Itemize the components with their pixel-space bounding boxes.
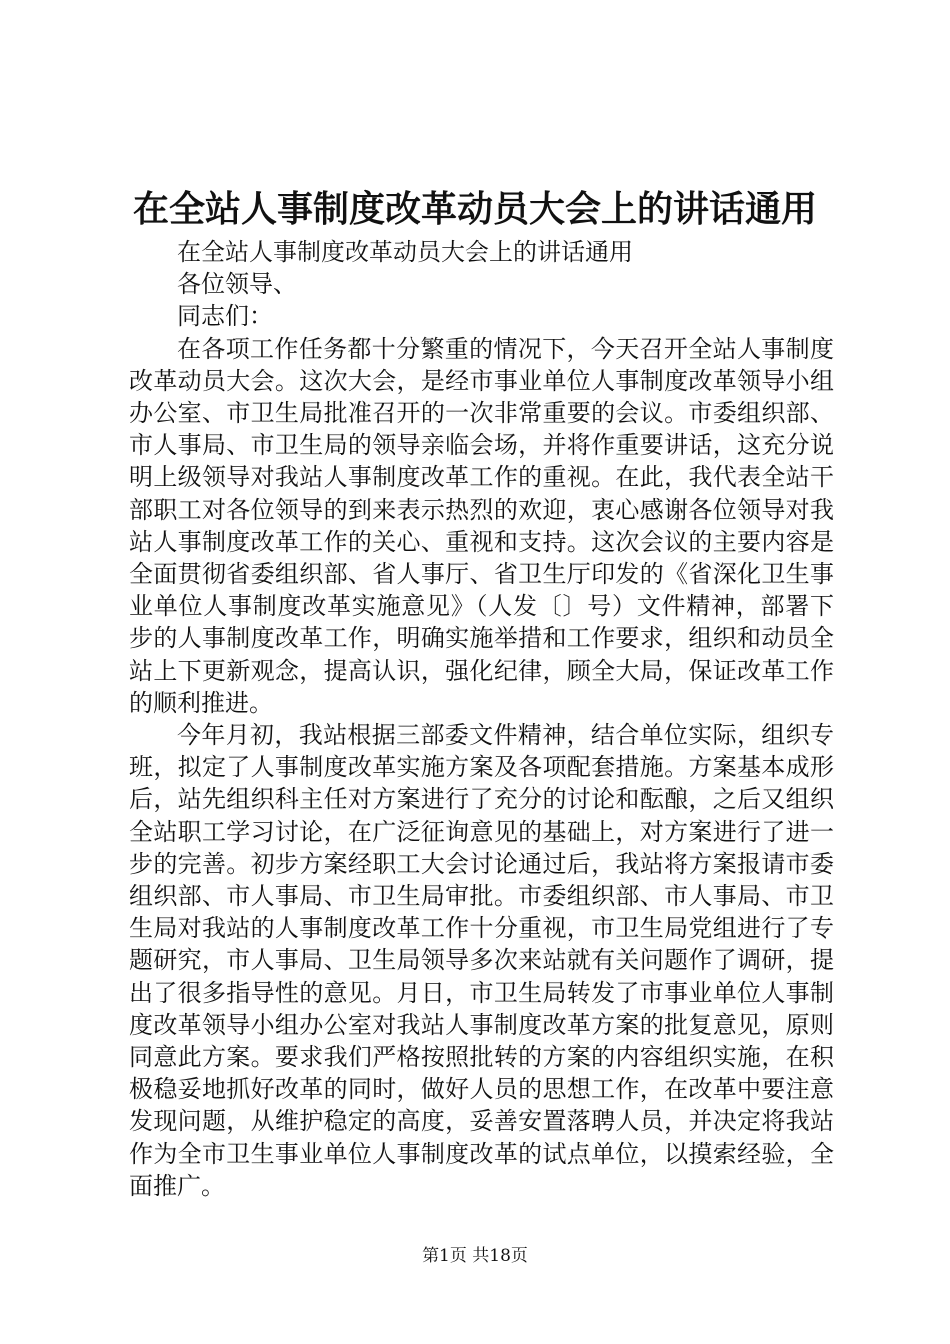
salutation-leaders: 各位领导、: [177, 270, 297, 299]
body-paragraph: 今年月初，我站根据三部委文件精神，结合单位实际，组织专班，拟定了人事制度改革实施方案及各项配套措施。方案基本成形后，站先组织科主任对方案进行了充分的讨论和酝酿，之后又组织全站职工学习讨论，在广泛征询意见的基础上，对方案进行了进一步的完善。初步方案经职工大会讨论通过后，我站将方案报请市委组织部、市人事局、市卫生局审批。市委组织部、市人事局、市卫生局对我站的人事制度改革工作十分重视，市卫生局党组进行了专题研究，市人事局、卫生局领导多次来站就有关问题作了调研，提出了很多指导性的意见。月日，市卫生局转发了市事业单位人事制度改革领导小组办公室对我站人事制度改革方案的批复意见，原则同意此方案。要求我们严格按照批转的方案的内容组织实施，在积极稳妥地抓好改革的同时，做好人员的思想工作，在改革中要注意发现问题，从维护稳定的高度，妥善安置落聘人员，并决定将我站作为全市卫生事业单位人事制度改革的试点单位，以摸索经验，全面推广。: [129, 721, 834, 1200]
document-body: [129, 236, 834, 1202]
document-title: 在全站人事制度改革动员大会上的讲话通用: [132, 188, 817, 230]
salutation-comrades: 同志们：: [177, 302, 273, 331]
body-paragraph: 在各项工作任务都十分繁重的情况下，今天召开全站人事制度改革动员大会。这次大会，是经市事业单位人事制度改革领导小组办公室、市卫生局批准召开的一次非常重要的会议。市委组织部、市人事局、市卫生局的领导亲临会场，并将作重要讲话，这充分说明上级领导对我站人事制度改革工作的重视。在此，我代表全站干部职工对各位领导的到来表示热烈的欢迎，衷心感谢各位领导对我站人事制度改革工作的关心、重视和支持。这次会议的主要内容是全面贯彻省委组织部、省人事厅、省卫生厅印发的《省深化卫生事业单位人事制度改革实施意见》（人发〔〕号）文件精神，部署下步的人事制度改革工作，明确实施举措和工作要求，组织和动员全站上下更新观念，提高认识，强化纪律，顾全大局，保证改革工作的顺利推进。: [129, 334, 834, 717]
document-subtitle: 在全站人事制度改革动员大会上的讲话通用: [177, 238, 633, 266]
page-number-footer: 第1页 共18页: [422, 1246, 528, 1266]
